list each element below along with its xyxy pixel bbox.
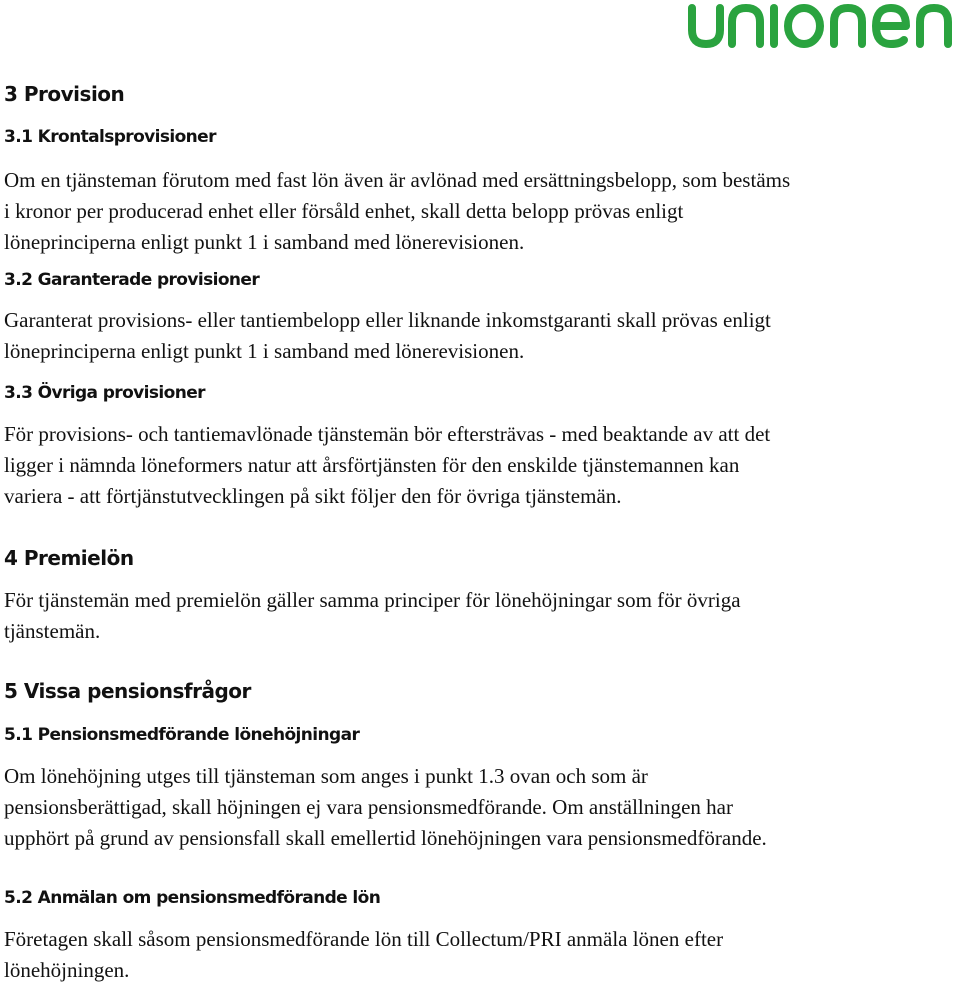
paragraph-line: tjänstemän.: [4, 619, 101, 643]
paragraph-line: upphört på grund av pensionsfall skall emellertid lönehöjningen vara pensionsmedförande.: [4, 826, 767, 850]
section-5-1-paragraph: [4, 761, 767, 854]
unionen-logo: [688, 0, 956, 50]
paragraph-line: löneprinciperna enligt punkt 1 i samband med lönerevisionen.: [4, 339, 525, 363]
paragraph-line: Garanterat provisions- eller tantiembelopp eller liknande inkomstgaranti skall prövas enligt: [4, 308, 771, 332]
section-3-1-paragraph: [4, 165, 790, 258]
paragraph-line: i kronor per producerad enhet eller försåld enhet, skall detta belopp prövas enligt: [4, 199, 684, 223]
section-3-2-heading: 3.2 Garanterade provisioner: [4, 270, 260, 290]
paragraph-line: ligger i nämnda löneformers natur att årsförtjänsten för den enskilde tjänstemannen kan: [4, 453, 740, 477]
section-3-1-heading: 3.1 Krontalsprovisioner: [4, 127, 216, 147]
paragraph-line: Om lönehöjning utges till tjänsteman som anges i punkt 1.3 ovan och som är: [4, 764, 648, 788]
section-3-2-paragraph: [4, 305, 771, 367]
paragraph-line: pensionsberättigad, skall höjningen ej vara pensionsmedförande. Om anställningen har: [4, 795, 733, 819]
section-5-heading: 5 Vissa pensionsfrågor: [4, 679, 251, 703]
paragraph-line: lönehöjningen.: [4, 958, 130, 982]
section-5-2-heading: 5.2 Anmälan om pensionsmedförande lön: [4, 888, 381, 908]
section-5-1-heading: 5.1 Pensionsmedförande lönehöjningar: [4, 725, 360, 745]
section-3-3-heading: 3.3 Övriga provisioner: [4, 383, 205, 403]
paragraph-line: variera - att förtjänstutvecklingen på sikt följer den för övriga tjänstemän.: [4, 484, 622, 508]
paragraph-line: Företagen skall såsom pensionsmedförande lön till Collectum/PRI anmäla lönen efter: [4, 927, 724, 951]
section-4-paragraph: [4, 585, 741, 647]
paragraph-line: Om en tjänsteman förutom med fast lön även är avlönad med ersättningsbelopp, som bestäms: [4, 168, 791, 192]
unionen-logo-mark: [688, 0, 956, 50]
section-4-heading: 4 Premielön: [4, 546, 134, 570]
section-3-heading: 3 Provision: [4, 82, 125, 106]
section-3-3-paragraph: [4, 419, 770, 512]
paragraph-line: För tjänstemän med premielön gäller samma principer för lönehöjningar som för övriga: [4, 588, 741, 612]
section-5-2-paragraph: [4, 924, 723, 986]
paragraph-line: löneprinciperna enligt punkt 1 i samband med lönerevisionen.: [4, 230, 525, 254]
paragraph-line: För provisions- och tantiemavlönade tjänstemän bör eftersträvas - med beaktande av att det: [4, 422, 771, 446]
